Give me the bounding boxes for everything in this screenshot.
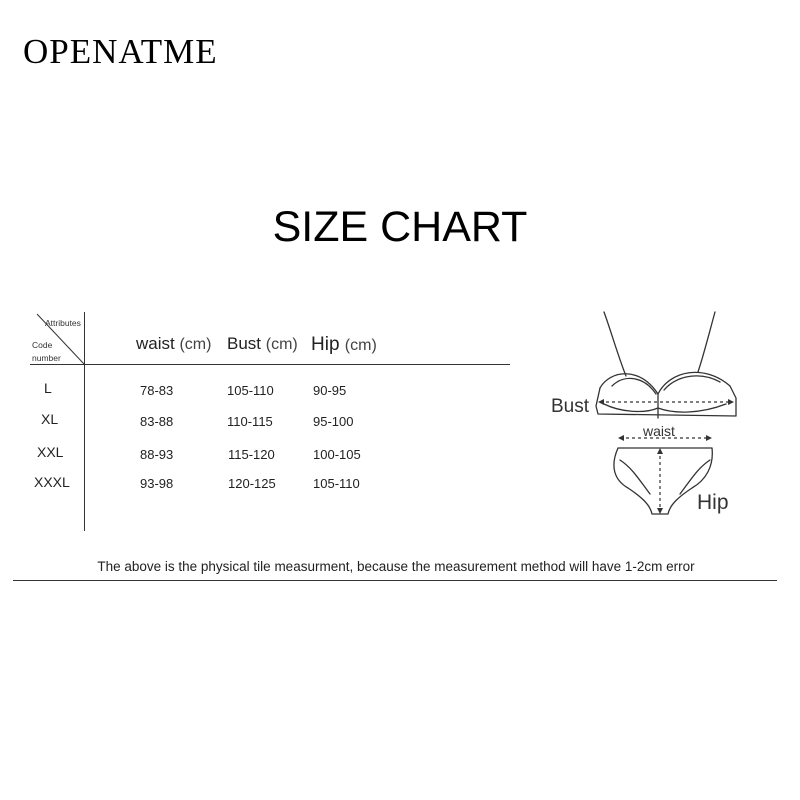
measurement-note: The above is the physical tile measurment, because the measurement method will have 1-2cm error bbox=[97, 559, 695, 574]
column-name: Bust bbox=[227, 334, 262, 353]
right-strap-icon bbox=[698, 312, 715, 372]
hip-value: 105-110 bbox=[313, 476, 360, 491]
hip-value: 95-100 bbox=[313, 414, 354, 429]
hip-value: 90-95 bbox=[313, 383, 347, 398]
footer-divider bbox=[13, 580, 777, 581]
corner-label-attributes: Attributes bbox=[45, 318, 81, 328]
left-strap-icon bbox=[604, 312, 626, 376]
bust-value: 105-110 bbox=[227, 383, 274, 398]
bra-band-outline bbox=[596, 386, 736, 416]
column-header-hip bbox=[311, 335, 377, 354]
size-label: L bbox=[44, 380, 52, 396]
column-header-waist bbox=[136, 335, 211, 353]
waist-value: 88-93 bbox=[140, 447, 174, 462]
bust-value: 120-125 bbox=[228, 476, 276, 491]
hip-label: Hip bbox=[697, 491, 729, 514]
column-unit: (cm) bbox=[265, 336, 298, 353]
size-label: XXXL bbox=[34, 474, 70, 490]
page-title: SIZE CHART bbox=[272, 203, 528, 251]
corner-label-number: number bbox=[32, 353, 61, 363]
bust-value: 115-120 bbox=[228, 447, 275, 462]
hip-value: 100-105 bbox=[313, 447, 361, 462]
waist-value: 83-88 bbox=[140, 414, 174, 429]
brand-logo: OPENATME bbox=[23, 32, 218, 71]
waist-value: 93-98 bbox=[140, 476, 174, 491]
column-name: waist bbox=[136, 334, 175, 353]
table-header-rule bbox=[30, 364, 510, 365]
waist-value: 78-83 bbox=[140, 383, 174, 398]
column-name: Hip bbox=[311, 334, 340, 355]
waist-label: waist bbox=[643, 423, 675, 439]
size-label: XXL bbox=[37, 444, 64, 460]
bust-label: Bust bbox=[551, 396, 590, 417]
size-label: XL bbox=[41, 411, 59, 427]
column-unit: (cm) bbox=[344, 337, 377, 354]
column-header-bust bbox=[227, 335, 298, 353]
column-unit: (cm) bbox=[179, 336, 212, 353]
bra-top-edge bbox=[600, 372, 730, 394]
corner-label-code: Code bbox=[32, 340, 53, 350]
bust-value: 110-115 bbox=[227, 414, 273, 429]
